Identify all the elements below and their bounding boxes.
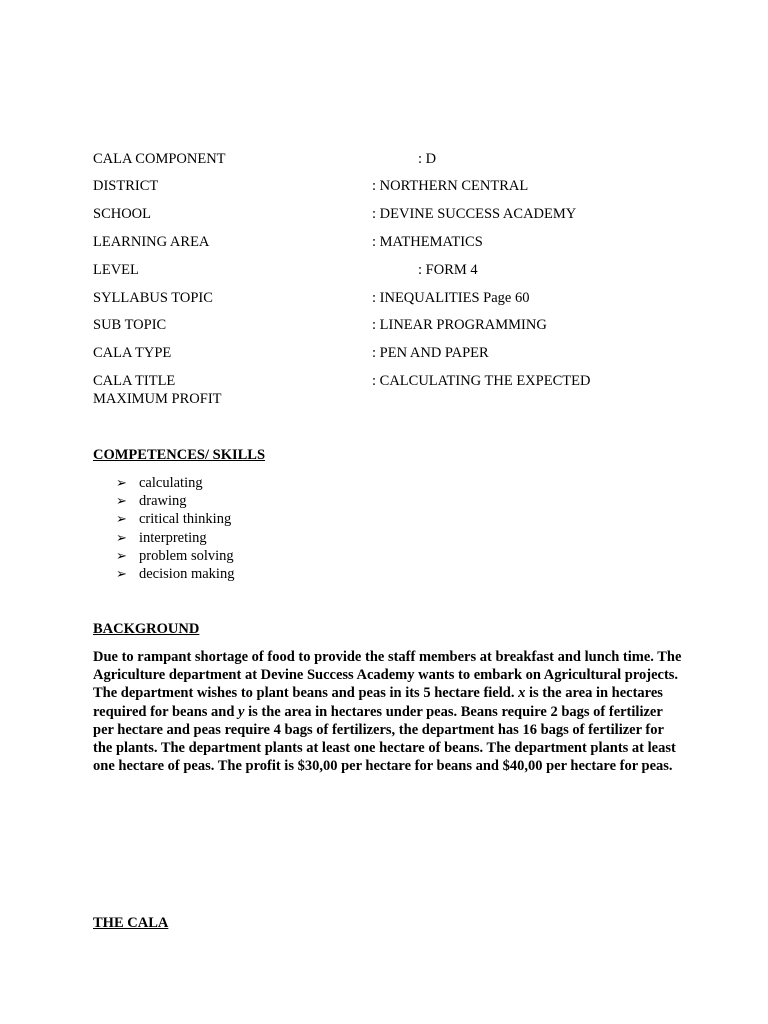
list-item xyxy=(116,510,234,528)
field-label: CALA TITLE xyxy=(93,373,176,389)
list-item xyxy=(116,547,234,565)
field-value: : NORTHERN CENTRAL xyxy=(372,178,529,194)
field-label: CALA COMPONENT xyxy=(93,151,226,167)
arrow-bullet-icon: ➢ xyxy=(116,475,127,490)
variable-y: y xyxy=(238,703,245,720)
field-label: LEARNING AREA xyxy=(93,234,210,250)
list-item xyxy=(116,492,234,510)
background-heading: BACKGROUND xyxy=(93,621,200,637)
list-item xyxy=(116,565,234,583)
list-item xyxy=(116,529,234,547)
skills-list xyxy=(116,474,234,583)
cala-title-continuation: MAXIMUM PROFIT xyxy=(93,391,222,407)
field-label: CALA TYPE xyxy=(93,345,172,361)
skill-label: problem solving xyxy=(139,547,234,564)
field-label: DISTRICT xyxy=(93,178,159,194)
field-value: : LINEAR PROGRAMMING xyxy=(372,317,547,333)
background-text-part: is the area in hectares required for beans and xyxy=(93,685,663,720)
field-label: SYLLABUS TOPIC xyxy=(93,290,213,306)
background-text-part: is the area in hectares under peas. Beans require 2 bags of fertilizer per hectare and peas require 4 bags of fertilizers, the department has 16 bags of fertilizer for the plants. The department plants at least one hectare of beans. The department plants at least one hectare of peas. The profit is $30,00 per hectare for beans and $40,00 per hectare for peas. xyxy=(93,703,676,775)
field-value: : INEQUALITIES Page 60 xyxy=(372,290,530,306)
skill-label: critical thinking xyxy=(139,511,232,528)
arrow-bullet-icon: ➢ xyxy=(116,566,127,582)
field-value: : MATHEMATICS xyxy=(372,234,483,250)
field-label: SUB TOPIC xyxy=(93,317,167,333)
field-value: : CALCULATING THE EXPECTED xyxy=(372,373,591,389)
field-label: SCHOOL xyxy=(93,206,152,222)
field-value: : DEVINE SUCCESS ACADEMY xyxy=(372,206,577,222)
competences-heading: COMPETENCES/ SKILLS xyxy=(93,447,266,463)
background-text-part: Due to rampant shortage of food to provide the staff members at breakfast and lunch time. The Agriculture department at Devine Success Academy wants to embark on Agricultural projects. The department wishes to plant beans and peas in its 5 hectare field. xyxy=(93,649,682,702)
arrow-bullet-icon: ➢ xyxy=(116,511,127,527)
arrow-bullet-icon: ➢ xyxy=(116,547,127,563)
variable-x: x xyxy=(518,685,526,702)
skill-label: decision making xyxy=(139,566,235,583)
field-value: : FORM 4 xyxy=(418,262,478,278)
field-label: LEVEL xyxy=(93,262,139,278)
list-item xyxy=(116,474,234,492)
skill-label: calculating xyxy=(139,475,203,491)
arrow-bullet-icon: ➢ xyxy=(116,529,127,545)
field-value: : D xyxy=(418,151,437,167)
skill-label: interpreting xyxy=(139,529,207,546)
background-paragraph xyxy=(93,648,683,775)
arrow-bullet-icon: ➢ xyxy=(116,493,127,509)
field-value: : PEN AND PAPER xyxy=(372,345,489,361)
cala-heading: THE CALA xyxy=(93,915,169,931)
skill-label: drawing xyxy=(139,493,187,510)
